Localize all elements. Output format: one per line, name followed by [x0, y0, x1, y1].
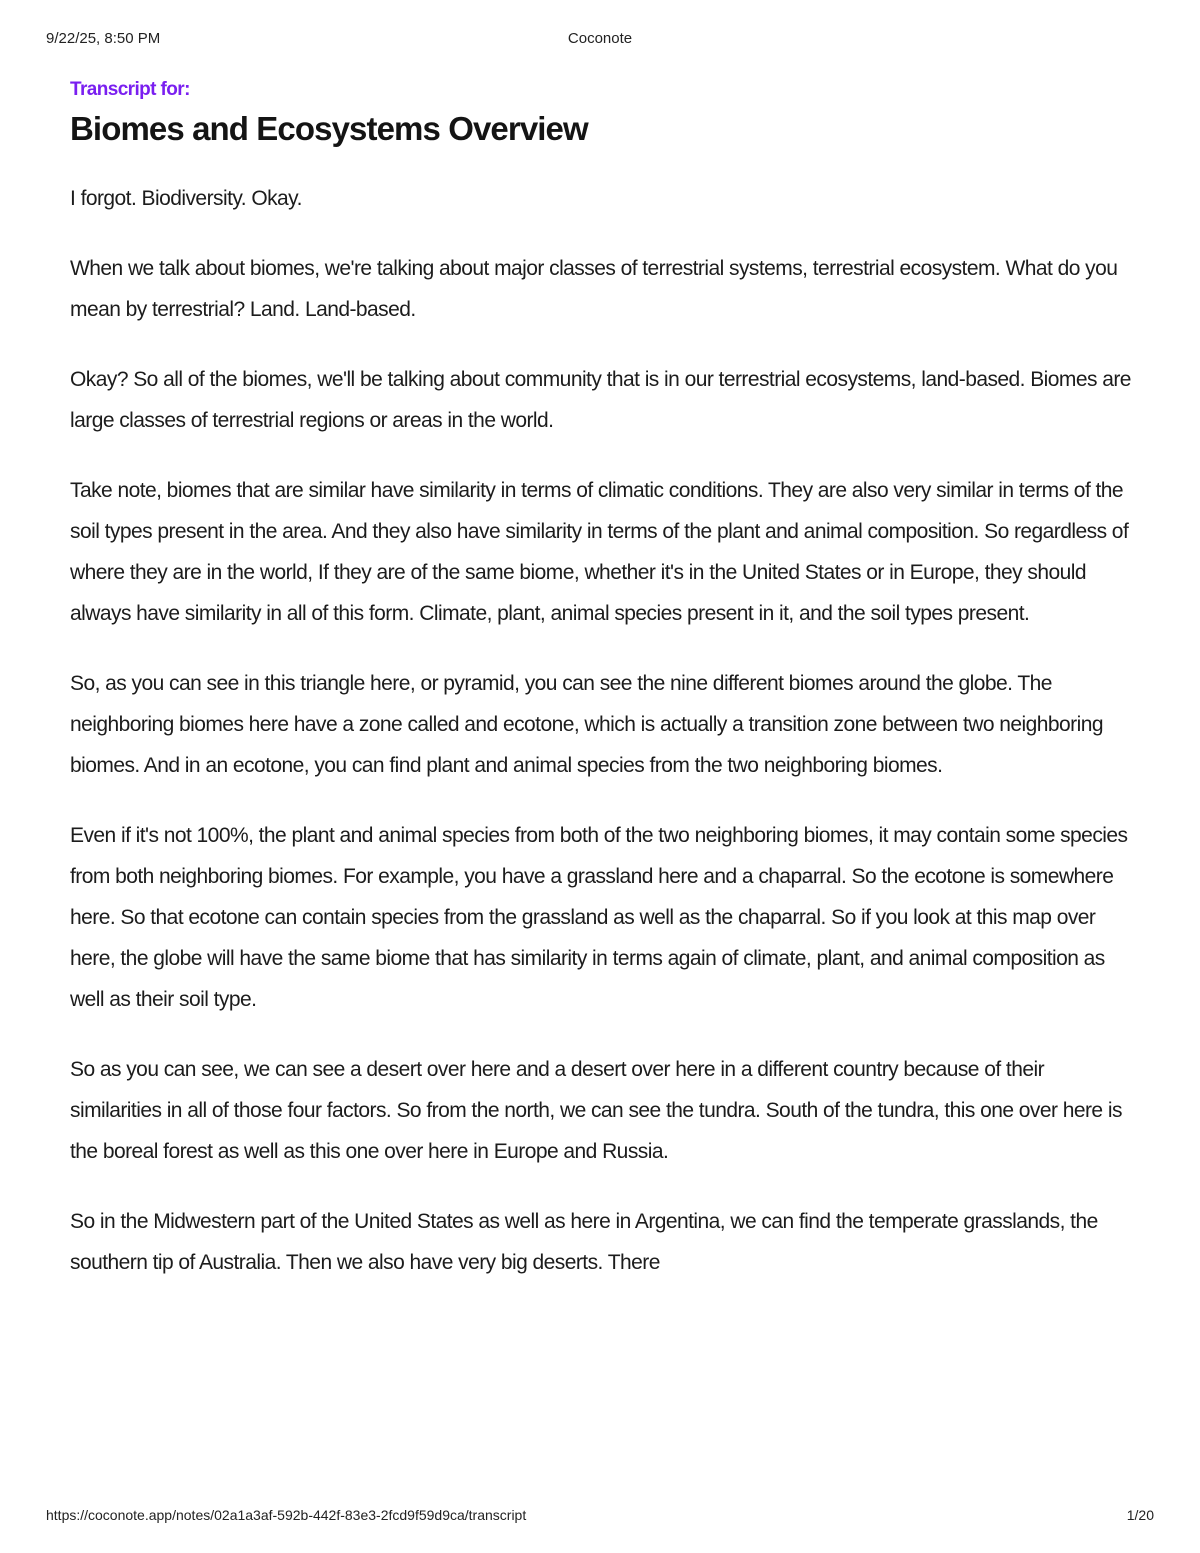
transcript-paragraph: Okay? So all of the biomes, we'll be talking about community that is in our terrestrial ecosystems, land-based. Biomes are large classes of terrestrial regions or areas in the world. — [70, 368, 1131, 432]
print-url: https://coconote.app/notes/02a1a3af-592b-442f-83e3-2fcd9f59d9ca/transcript — [46, 1507, 527, 1523]
page-title: Biomes and Ecosystems Overview — [70, 110, 588, 147]
transcript-paragraph: I forgot. Biodiversity. Okay. — [70, 187, 302, 210]
transcript-eyebrow: Transcript for: — [70, 79, 190, 100]
transcript-paragraph: So as you can see, we can see a desert over here and a desert over here in a different country because of their similarities in all of those four factors. So from the north, we can see the tundra. South of the tundra, this one over here is the boreal forest as well as this one over here in Europe and Russia. — [70, 1058, 1122, 1163]
transcript-paragraph: So in the Midwestern part of the United States as well as here in Argentina, we can find the temperate grasslands, the southern tip of Australia. Then we also have very big deserts. There — [70, 1210, 1098, 1274]
transcript-paragraph: Even if it's not 100%, the plant and animal species from both of the two neighboring biomes, it may contain some species from both neighboring biomes. For example, you have a grassland here and a chaparral. So the ecotone is somewhere here. So that ecotone can contain species from the grassland as well as the chaparral. So if you look at this map over here, the globe will have the same biome that has similarity in terms again of climate, plant, and animal composition as well as their soil type. — [70, 824, 1128, 1011]
transcript-paragraph: Take note, biomes that are similar have similarity in terms of climatic conditions. They are also very similar in terms of the soil types present in the area. And they also have similarity in terms of the plant and animal composition. So regardless of where they are in the world, If they are of the same biome, whether it's in the United States or in Europe, they should always have similarity in all of this form. Climate, plant, animal species present in it, and the soil types present. — [70, 479, 1129, 625]
print-header — [46, 30, 1154, 50]
print-footer — [46, 1507, 1154, 1527]
print-datetime: 9/22/25, 8:50 PM — [46, 30, 161, 47]
transcript-body — [70, 178, 1140, 1283]
transcript-paragraph: When we talk about biomes, we're talking about major classes of terrestrial systems, terrestrial ecosystem. What do you mean by terrestrial? Land. Land-based. — [70, 257, 1118, 321]
print-site-title: Coconote — [567, 30, 633, 47]
transcript-paragraph: So, as you can see in this triangle here, or pyramid, you can see the nine different biomes around the globe. The neighboring biomes here have a zone called and ecotone, which is actually a transition zone between two neighboring biomes. And in an ecotone, you can find plant and animal species from the two neighboring biomes. — [70, 672, 1103, 777]
transcript-document — [70, 78, 1140, 1312]
print-page-number: 1/20 — [1126, 1507, 1154, 1523]
